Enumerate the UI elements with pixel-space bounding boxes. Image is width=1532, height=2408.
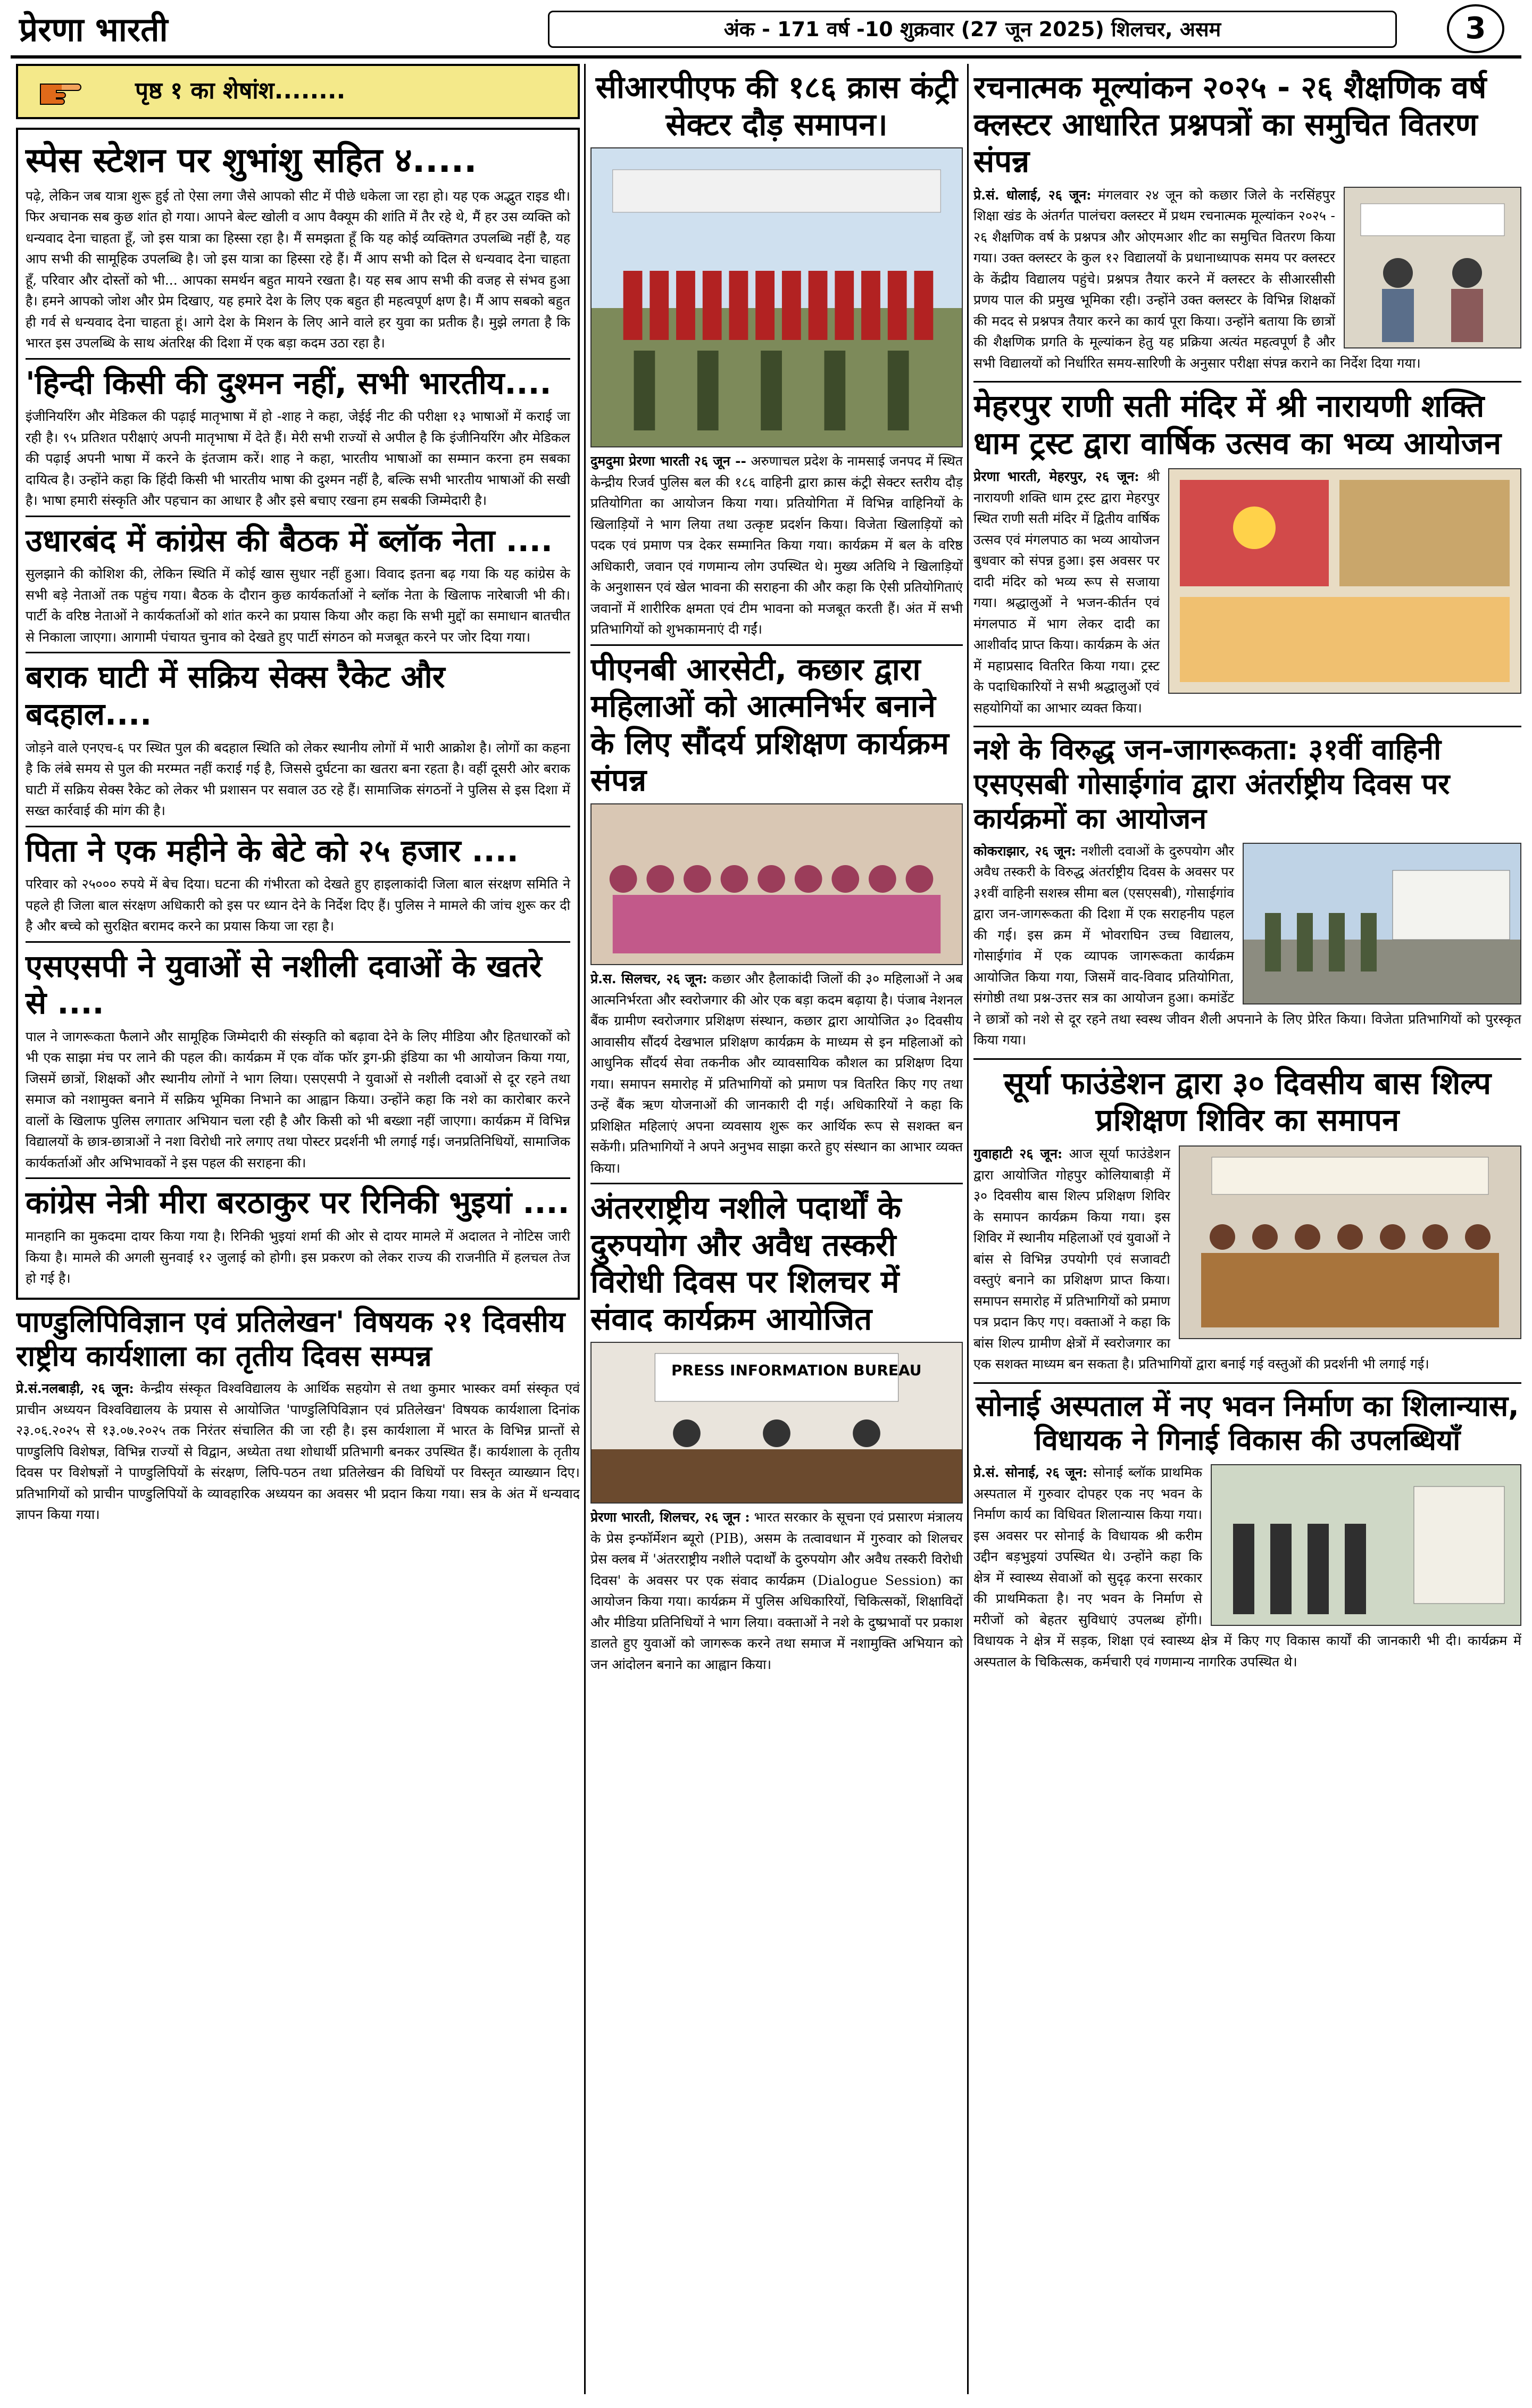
divider <box>26 1177 570 1179</box>
headline: पिता ने एक महीने के बेटे को २५ हजार .... <box>26 832 519 869</box>
continuation-label: पृष्ठ १ का शेषांश........ <box>135 77 346 104</box>
article-body: इंजीनियरिंग और मेडिकल की पढ़ाई मातृभाषा में हो -शाह ने कहा, जेईई नीट की परीक्षा १३ भाषाओं में कराई जा रही है। ९५ प्रतिशत परीक्षाएं अपनी मातृभाषा में देते हैं। मेरी सभी राज्यों से अपील है कि इंजीनियरिंग और मेडिकल की पढ़ाई अपनी भाषा में करने के इंतजाम करें। शाह ने कहा, भारतीय भाषाओं का सम्मान करना हम सबका दायित्व है। उन्होंने कहा कि हिंदी किसी भी भारतीय भाषा की दुश्मन नहीं है, बल्कि सभी भारतीय भाषाओं की सखी है। भाषा हमारी संस्कृति और पहचान का आधार है और इसे बचाए रखना हम सबकी जिम्मेदारी है। <box>26 409 570 509</box>
article-body: श्री नारायणी शक्ति धाम ट्रस्ट द्वारा मेहरपुर स्थित राणी सती मंदिर में द्वितीय वार्षिक उत्सव एवं मंगलपाठ का भव्य आयोजन बुधवार को संपन्न हुआ। इस अवसर पर दादी मंदिर को भव्य रूप से सजाया गया। श्रद्धालुओं ने भजन-कीर्तन एवं मंगलपाठ में भाग लेकर दादी का आशीर्वाद प्राप्त किया। कार्यक्रम के अंत में महाप्रसाद वितरित किया गया। ट्रस्ट के पदाधिकारियों ने सभी श्रद्धालुओं एवं सहयोगियों का आभार व्यक्त किया। <box>973 469 1160 716</box>
divider <box>26 516 570 517</box>
article-frame <box>16 128 580 1300</box>
divider <box>590 1183 963 1184</box>
headline: 'हिन्दी किसी की दुश्मन नहीं, सभी भारतीय.... <box>26 364 552 401</box>
article-body: कछार और हैलाकांदी जिलों की ३० महिलाओं ने अब आत्मनिर्भरता और स्वरोजगार की ओर एक बड़ा कदम बढ़ाया है। पंजाब नेशनल बैंक ग्रामीण स्वरोजगार प्रशिक्षण संस्थान, कछार द्वारा आयोजित ३० दिवसीय आवासीय सौंदर्य देखभाल प्रशिक्षण कार्यक्रम के माध्यम से इन महिलाओं को आधुनिक सौंदर्य सेवा तकनीक और व्यावसायिक कौशल का प्रशिक्षण दिया गया। समापन समारोह में प्रतिभागियों को प्रमाण पत्र वितरित किए गए तथा उन्हें बैंक ऋण योजनाओं की जानकारी दी गई। अधिकारियों ने कहा कि प्रशिक्षित महिलाएं अपना व्यवसाय शुरू कर आर्थिक रूप से सशक्त बन सकेंगी। प्रतिभागियों ने अपने अनुभव साझा करते हुए संस्थान का आभार व्यक्त किया। <box>590 971 963 1176</box>
headline: एसएसपी ने युवाओं से नशीली दवाओं के खतरे से .... <box>26 948 542 1022</box>
divider <box>973 1382 1521 1384</box>
headline: कांग्रेस नेत्री मीरा बरठाकुर पर रिनिकी भुइयां .... <box>26 1184 570 1221</box>
pointing-hand-icon <box>39 73 82 105</box>
article-body: अरुणाचल प्रदेश के नामसाई जनपद में स्थित केन्द्रीय रिजर्व पुलिस बल की १८६ वाहिनी द्वारा क्रास कंट्री सेक्टर स्तरीय दौड़ प्रतियोगिता का आयोजन किया गया। प्रतियोगिता में विभिन्न वाहिनियों के खिलाड़ियों ने भाग लिया तथा उत्कृष्ट प्रदर्शन किया। विजेता खिलाड़ियों को पदक एवं प्रमाण पत्र देकर सम्मानित किया गया। कार्यक्रम में बल के वरिष्ठ अधिकारी, जवान एवं गणमान्य लोग उपस्थित थे। मुख्य अतिथि ने खिलाड़ियों के अनुशासन एवं खेल भावना की सराहना की और कहा कि ऐसी प्रतियोगिताएं जवानों में शारीरिक क्षमता एवं टीम भावना को मजबूत करती हैं। अंत में सभी प्रतिभागियों को शुभकामनाएं दी गईं। <box>590 453 963 637</box>
column-divider <box>584 64 586 2394</box>
dateline: प्रेरणा भारती, शिलचर, २६ जून : <box>590 1509 750 1525</box>
article-body: पढ़े, लेकिन जब यात्रा शुरू हुई तो ऐसा लगा जैसे आपको सीट में पीछे धकेला जा रहा हो। यह एक अद्भुत राइड थी। फिर अचानक सब कुछ शांत हो गया। आपने बेल्ट खोली व आप वैक्यूम की शांति में तैर रहे थे, मैं हर उस व्यक्ति को धन्यवाद देना चाहता हूँ, जो इस यात्रा का हिस्सा रहा है। मैं समझता हूँ कि यह कोई व्यक्तिगत उपलब्धि नहीं है, यह आप सभी की सामूहिक उपलब्धि है। जो इस यात्रा का हिस्सा रहे हैं। मैं आप सभी को दिल से धन्यवाद देना चाहता हूँ, परिवार और दोस्तों को भी... आपका समर्थन बहुत मायने रखता है। यह सब आप सभी की वजह से संभव हुआ है। हमने आपको जोश और प्रेम दिखाए, यह हमारे देश के लिए एक बहुत ही महत्वपूर्ण क्षण है। मैं आप सबको बहुत ही गर्व से धन्यवाद देना चाहता हूं। आगे देश के मिशन के लिए आने वाले हर युवा का प्रतीक है। मुझे लगता है कि भारत इस उपलब्धि के साथ अंतरिक्ष की दिशा में एक बड़ा कदम उठा रहा है। <box>26 188 570 351</box>
article-body: परिवार को २५००० रुपये में बेच दिया। घटना की गंभीरता को देखते हुए हाइलाकांदी जिला बाल संरक्षण समिति ने पहले ही जिला बाल संरक्षण अधिकारी को इस पर ध्यान देने के निर्देश दिए हैं। पुलिस ने मामले की जांच शुरू कर दी है और बच्चे को सुरक्षित बरामद करने का प्रयास किया जा रहा है। <box>26 876 570 934</box>
hospital-foundation-photo <box>1212 1465 1520 1625</box>
photo-exam-papers <box>1344 187 1521 348</box>
article-body: सोनाई ब्लॉक प्राथमिक अस्पताल में गुरुवार दोपहर एक नए भवन के निर्माण कार्य का विधिवत शिलान्यास किया गया। इस अवसर पर सोनाई के विधायक श्री करीम उद्दीन बड़भुइयां उपस्थित थे। उन्होंने कहा कि क्षेत्र में स्वास्थ्य सेवाओं को सुदृढ़ करना सरकार की प्राथमिकता है। नए भवन के निर्माण से मरीजों को बेहतर सुविधाएं उपलब्ध होंगी। विधायक ने क्षेत्र में सड़क, शिक्षा एवं स्वास्थ्य क्षेत्र में किए गए विकास कार्यों की जानकारी भी दी। कार्यक्रम में अस्पताल के चिकित्सक, कर्मचारी एवं गणमान्य नागरिक उपस्थित थे। <box>973 1465 1521 1670</box>
dateline: प्रे.सं. धोलाई, २६ जून: <box>973 187 1092 203</box>
dateline: कोकराझार, २६ जून: <box>973 843 1076 859</box>
column-left <box>16 64 580 2394</box>
headline: नशे के विरुद्ध जन-जागरूकता: ३१वीं वाहिनी एसएसबी गोसाईगांव द्वारा अंतर्राष्ट्रीय दिवस पर कार्यक्रमों का आयोजन <box>973 733 1450 836</box>
divider <box>26 358 570 360</box>
divider <box>973 726 1521 727</box>
issue-info: अंक - 171 वर्ष -10 शुक्रवार (27 जून 2025) शिलचर, असम <box>548 11 1397 48</box>
divider <box>973 1058 1521 1060</box>
masthead-rule <box>11 55 1521 59</box>
photo-ssb-program <box>1243 843 1521 1004</box>
masthead <box>0 0 1532 64</box>
photo-pib-session <box>590 1342 963 1504</box>
photo-temple-festival <box>1168 468 1521 694</box>
divider <box>590 644 963 646</box>
photo-banner-text: PRESS INFORMATION BUREAU <box>671 1361 922 1380</box>
column-right <box>973 64 1521 2394</box>
article-body: सुलझाने की कोशिश की, लेकिन स्थिति में कोई खास सुधार नहीं हुआ। विवाद इतना बढ़ गया कि यह कांग्रेस के सभी बड़े नेताओं तक पहुंच गया। बैठक के दौरान कुछ कार्यकर्ताओं ने ब्लॉक नेता के खिलाफ नारेबाजी भी की। पार्टी के वरिष्ठ नेताओं ने कार्यकर्ताओं को शांत करने का प्रयास किया और कहा कि सभी मुद्दों का समाधान बातचीत से निकाला जाएगा। आगामी पंचायत चुनाव को देखते हुए पार्टी संगठन को मजबूत करने पर जोर दिया गया। <box>26 566 570 645</box>
headline: पाण्डुलिपिविज्ञान एवं प्रतिलेखन' विषयक २१ दिवसीय राष्ट्रीय कार्यशाला का तृतीय दिवस सम्पन्न <box>16 1305 565 1373</box>
headline: बराक घाटी में सक्रिय सेक्स रैकेट और बदहाल.... <box>26 659 445 733</box>
dateline: प्रे.स. सिलचर, २६ जून: <box>590 971 707 987</box>
article-body: नशीली दवाओं के दुरुपयोग और अवैध तस्करी के विरुद्ध अंतर्राष्ट्रीय दिवस के अवसर पर ३१वीं वाहिनी सशस्त्र सीमा बल (एसएसबी), गोसाईगांव द्वारा जन-जागरूकता की दिशा में एक सराहनीय पहल की गई। इस क्रम में भोवराघिन उच्च विद्यालय, गोसाईगांव में एक व्यापक जागरूकता कार्यक्रम आयोजित किया गया, जिसमें वाद-विवाद प्रतियोगिता, संगोष्ठी तथा प्रश्न-उत्तर सत्र का आयोजन हुआ। कमांडेंट ने छात्रों को नशे से दूर रहने तथा स्वस्थ जीवन शैली अपनाने के लिए प्रेरित किया। विजेता प्रतिभागियों को पुरस्कृत किया गया। <box>973 843 1521 1048</box>
temple-festival-photo <box>1169 469 1520 693</box>
photo-hospital-foundation <box>1211 1464 1521 1626</box>
continuation-banner <box>16 64 580 119</box>
article-body: मानहानि का मुकदमा दायर किया गया है। रिनिकी भुइयां शर्मा की ओर से दायर मामले में अदालत ने नोटिस जारी किया है। मामले की अगली सुनवाई १२ जुलाई को होगी। इस प्रकरण को लेकर राज्य की राजनीति में हलचल तेज हो गई है। <box>26 1228 570 1286</box>
divider <box>26 941 570 943</box>
article-body: पाल ने जागरूकता फैलाने और सामूहिक जिम्मेदारी की संस्कृति को बढ़ावा देने के लिए मीडिया और हितधारकों को भी एक साझा मंच पर लाने की पहल की। कार्यक्रम में एक वॉक फॉर ड्रग-फ्री इंडिया का भी आयोजन किया गया, जिसमें छात्रों, शिक्षकों और स्थानीय लोगों ने भाग लिया। एसएसपी ने युवाओं से नशीली दवाओं से दूर रहने तथा समाज को नशामुक्त बनाने में सक्रिय भूमिका निभाने का आह्वान किया। उन्होंने कहा कि नशे का कारोबार करने वालों के खिलाफ पुलिस लगातार अभियान चला रही है और किसी को भी बख्शा नहीं जाएगा। कार्यक्रम में विभिन्न विद्यालयों के छात्र-छात्राओं ने नशा विरोधी नारे लगाए तथा पोस्टर प्रदर्शनी भी लगाई गई। जनप्रतिनिधियों, सामाजिक कार्यकर्ताओं और अभिभावकों ने इस पहल की सराहना की। <box>26 1028 570 1170</box>
article-body: जोड़ने वाले एनएच-६ पर स्थित पुल की बदहाल स्थिति को लेकर स्थानीय लोगों में भारी आक्रोश है। लोगों का कहना है कि लंबे समय से पुल की मरम्मत नहीं कराई गई है, जिससे दुर्घटना का खतरा बना रहता है। वहीं दूसरी ओर बराक घाटी में सक्रिय सेक्स रैकेट को लेकर भी प्रशासन पर सवाल उठ रहे हैं। सामाजिक संगठनों ने पुलिस से इस दिशा में सख्त कार्रवाई की मांग की है। <box>26 740 570 819</box>
dateline: दुमदुमा प्रेरणा भारती २६ जून -- <box>590 453 746 469</box>
divider <box>26 826 570 827</box>
headline: उधारबंद में कांग्रेस की बैठक में ब्लॉक नेता .... <box>26 522 553 559</box>
bamboo-workshop-photo <box>1180 1147 1520 1338</box>
article-body: केन्द्रीय संस्कृत विश्वविद्यालय के आर्थिक सहयोग से तथा कुमार भास्कर वर्मा संस्कृत एवं प्राचीन अध्ययन विश्वविद्यालय के प्रयास से आयोजित 'पाण्डुलिपिविज्ञान एवं प्रतिलेखन' विषयक कार्यशाला दिनांक २३.०६.२०२५ से १३.०७.२०२५ तक निरंतर संचालित की जा रही है। इस कार्यशाला में भारत के विभिन्न प्रान्तों से पाण्डुलिपि विशेषज्ञ, विभिन्न राज्यों से विद्वान, अध्येता तथा शोधार्थी प्रतिभागी बनकर उपस्थित हैं। कार्यशाला के तृतीय दिवस पर विशेषज्ञों ने पाण्डुलिपियों के संरक्षण, लिपि-पठन तथा प्रतिलेखन की विधियों पर विस्तृत व्याख्यान दिए। प्रतिभागियों को प्राचीन पाण्डुलिपियों के व्यावहारिक अध्ययन का अवसर भी प्रदान किया गया। सत्र के अंत में धन्यवाद ज्ञापन किया गया। <box>16 1381 580 1523</box>
article-body: मंगलवार २४ जून को कछार जिले के नरसिंहपुर शिक्षा खंड के अंतर्गत पालंचरा क्लस्टर में प्रथम रचनात्मक मूल्यांकन २०२५ - २६ शैक्षणिक वर्ष के प्रश्नपत्र और ओएमआर शीट का समुचित वितरण किया गया। उक्त क्लस्टर के कुल १२ विद्यालयों के प्रधानाध्यापक समय पर क्लस्टर के केंद्रीय विद्यालय पहुंचे। प्रश्नपत्र तैयार करने में क्लस्टर के सीआरसीसी प्रणय पाल की प्रमुख भूमिका रही। उन्होंने उक्त क्लस्टर के विभिन्न शिक्षकों की मदद से प्रश्नपत्र तैयार करने का कार्य पूरा किया। उन्होंने बताया कि छात्रों की शैक्षणिक प्रगति के मूल्यांकन हेतु यह प्रक्रिया अत्यंत महत्वपूर्ण है और सभी विद्यालयों को निर्धारित समय-सारिणी के अनुसार परीक्षा संपन्न कराने का निर्देश दिया गया। <box>973 187 1421 371</box>
dateline: गुवाहाटी २६ जून: <box>973 1146 1063 1162</box>
training-group-photo <box>592 804 962 964</box>
column-middle <box>590 64 963 2384</box>
headline: रचनात्मक मूल्यांकन २०२५ - २६ शैक्षणिक वर्ष क्लस्टर आधारित प्रश्नपत्रों का समुचित वितरण संपन्न <box>973 69 1487 180</box>
headline: स्पेस स्टेशन पर शुभांशु सहित ४..... <box>26 141 477 180</box>
headline: अंतरराष्ट्रीय नशीले पदार्थों के दुरुपयोग और अवैध तस्करी विरोधी दिवस पर शिलचर में संवाद कार्यक्रम आयोजित <box>590 1190 902 1337</box>
headline: सूर्या फाउंडेशन द्वारा ३० दिवसीय बास शिल्प प्रशिक्षण शिविर का समापन <box>1003 1065 1492 1139</box>
newspaper-title: प्रेरणा भारती <box>19 10 168 49</box>
photo-bamboo-workshop <box>1179 1145 1521 1339</box>
headline: पीएनबी आरसेटी, कछार द्वारा महिलाओं को आत्मनिर्भर बनाने के लिए सौंदर्य प्रशिक्षण कार्यक्रम संपन्न <box>590 651 949 799</box>
photo-beauty-training <box>590 803 963 965</box>
headline: सीआरपीएफ की १८६ क्रास कंट्री सेक्टर दौड़ समापन। <box>595 69 958 143</box>
exam-distribution-photo <box>1345 188 1520 347</box>
divider <box>26 652 570 653</box>
crpf-group-photo <box>592 148 962 446</box>
column-divider <box>967 64 969 2394</box>
headline: मेहरपुर राणी सती मंदिर में श्री नारायणी शक्ति धाम ट्रस्ट द्वारा वार्षिक उत्सव का भव्य आयोजन <box>973 388 1502 461</box>
article-body: आज सूर्या फाउंडेशन द्वारा आयोजित गोहपुर कोलियाबाड़ी में ३० दिवसीय बास शिल्प प्रशिक्षण शिविर के समापन कार्यक्रम किया गया। इस शिविर में स्थानीय महिलाओं एवं युवाओं ने बांस से विभिन्न उपयोगी एवं सजावटी वस्तुएं बनाने का प्रशिक्षण प्राप्त किया। समापन समारोह में प्रतिभागियों को प्रमाण पत्र प्रदान किए गए। वक्ताओं ने कहा कि बांस शिल्प ग्रामीण क्षेत्रों में स्वरोजगार का एक सशक्त माध्यम बन सकता है। प्रतिभागियों द्वारा बनाई गई वस्तुओं की प्रदर्शनी भी लगाई गई। <box>973 1146 1429 1372</box>
divider <box>973 381 1521 383</box>
dateline: प्रेरणा भारती, मेहरपुर, २६ जून: <box>973 469 1139 485</box>
dateline: प्रे.सं. सोनाई, २६ जून: <box>973 1465 1088 1481</box>
page-number: 3 <box>1447 4 1504 53</box>
article-body: भारत सरकार के सूचना एवं प्रसारण मंत्रालय के प्रेस इन्फॉर्मेशन ब्यूरो (PIB), असम के तत्वावधान में गुरुवार को शिलचर प्रेस क्लब में 'अंतरराष्ट्रीय नशीले पदार्थों के दुरुपयोग और अवैध तस्करी विरोधी दिवस' के अवसर पर एक संवाद कार्यक्रम (Dialogue Session) का आयोजन किया गया। कार्यक्रम में पुलिस अधिकारियों, चिकित्सकों, शिक्षाविदों और मीडिया प्रतिनिधियों ने भाग लिया। वक्ताओं ने नशे के दुष्प्रभावों पर प्रकाश डालते हुए युवाओं को जागरूक करने तथा समाज में नशामुक्ति अभियान को जन आंदोलन बनाने का आह्वान किया। <box>590 1509 963 1672</box>
headline: सोनाई अस्पताल में नए भवन निर्माण का शिलान्यास, विधायक ने गिनाई विकास की उपलब्धियाँ <box>976 1389 1519 1457</box>
photo-crpf-race <box>590 147 963 447</box>
dateline: प्रे.सं.नलबाड़ी, २६ जून: <box>16 1381 134 1397</box>
ssb-program-photo <box>1244 844 1520 1003</box>
